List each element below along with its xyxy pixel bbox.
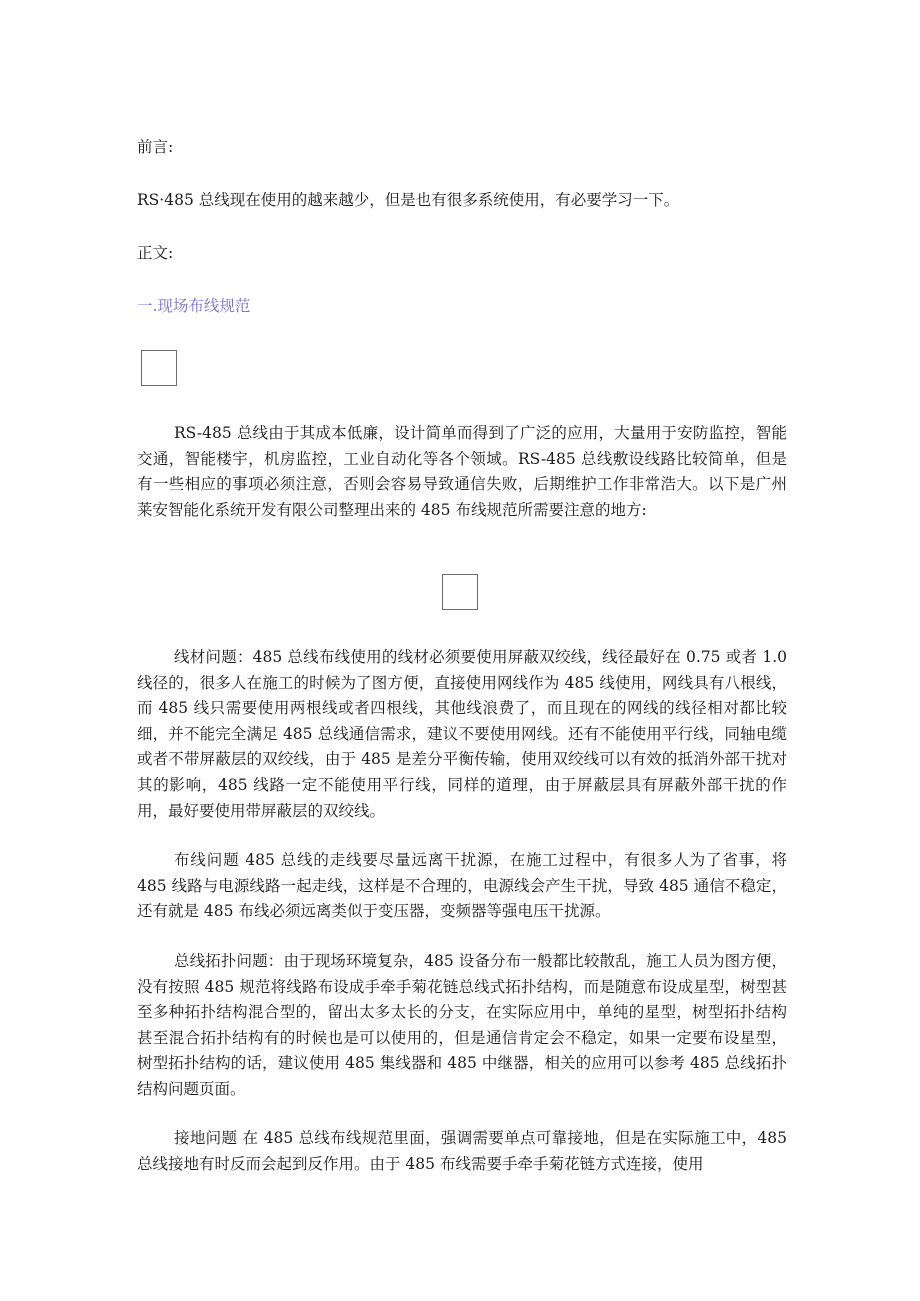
paragraph-cable: 线材问题：485 总线布线使用的线材必须要使用屏蔽双绞线，线径最好在 0.75 或者 1.0 线径的，很多人在施工的时候为了图方便，直接使用网线作为 485 线使用，网线具有八根线，而 485 线只需要使用两根线或者四根线，其他线浪费了，而且现在的网线的线径相对都比较细，并不能完全满足 485 总线通信需求，建议不要使用网线。还有不能使用平行线，同轴电缆或者不带屏蔽层的双绞线，由于 485 是差分平衡传输，使用双绞线可以有效的抵消外部干扰对其的影响，485 线路一定不能使用平行线，同样的道理，由于屏蔽层具有屏蔽外部干扰的作用，最好要使用带屏蔽层的双绞线。 [137, 648, 787, 820]
section-heading[interactable]: 一.现场布线规范 [137, 297, 251, 315]
image-placeholder-icon [442, 574, 478, 610]
paragraph-grounding: 接地问题 在 485 总线布线规范里面，强调需要单点可靠接地，但是在实际施工中，485 总线接地有时反而会起到反作用。由于 485 布线需要手牵手菊花链方式连接，使用 [137, 1129, 787, 1173]
body-label: 正文: [137, 244, 174, 262]
paragraph-topology: 总线拓扑问题：由于现场环境复杂，485 设备分布一般都比较散乱，施工人员为图方便，没有按照 485 规范将线路布设成手牵手菊花链总线式拓扑结构，而是随意布设成星型，树型甚至多种拓扑结构混合型的，留出太多太长的分支，在实际应用中，单纯的星型，树型拓扑结构甚至混合拓扑结构有的时候也是可以使用的，但是通信肯定会不稳定，如果一定要布设星型，树型拓扑结构的话，建议使用 485 集线器和 485 中继器，相关的应用可以参考 485 总线拓扑结构问题页面。 [137, 952, 787, 1098]
paragraph-intro: RS-485 总线由于其成本低廉，设计简单而得到了广泛的应用，大量用于安防监控，智能交通，智能楼宇，机房监控，工业自动化等各个领域。RS-485 总线敷设线路比较简单，但是有一些相应的事项必须注意，否则会容易导致通信失败，后期维护工作非常浩大。以下是广州莱安智能化系统开发有限公司整理出来的 485 布线规范所需要注意的地方: [137, 424, 787, 519]
intro-sentence: RS·485 总线现在使用的越来越少，但是也有很多系统使用，有必要学习一下。 [137, 191, 680, 209]
paragraph-wiring: 布线问题 485 总线的走线要尽量远离干扰源，在施工过程中，有很多人为了省事，将 485 线路与电源线路一起走线，这样是不合理的，电源线会产生干扰，导致 485 通信不稳定，还有就是 485 布线必须远离类似于变压器，变频器等强电压干扰源。 [137, 851, 787, 921]
preface-label: 前言: [137, 138, 174, 156]
image-placeholder-icon [141, 350, 177, 386]
